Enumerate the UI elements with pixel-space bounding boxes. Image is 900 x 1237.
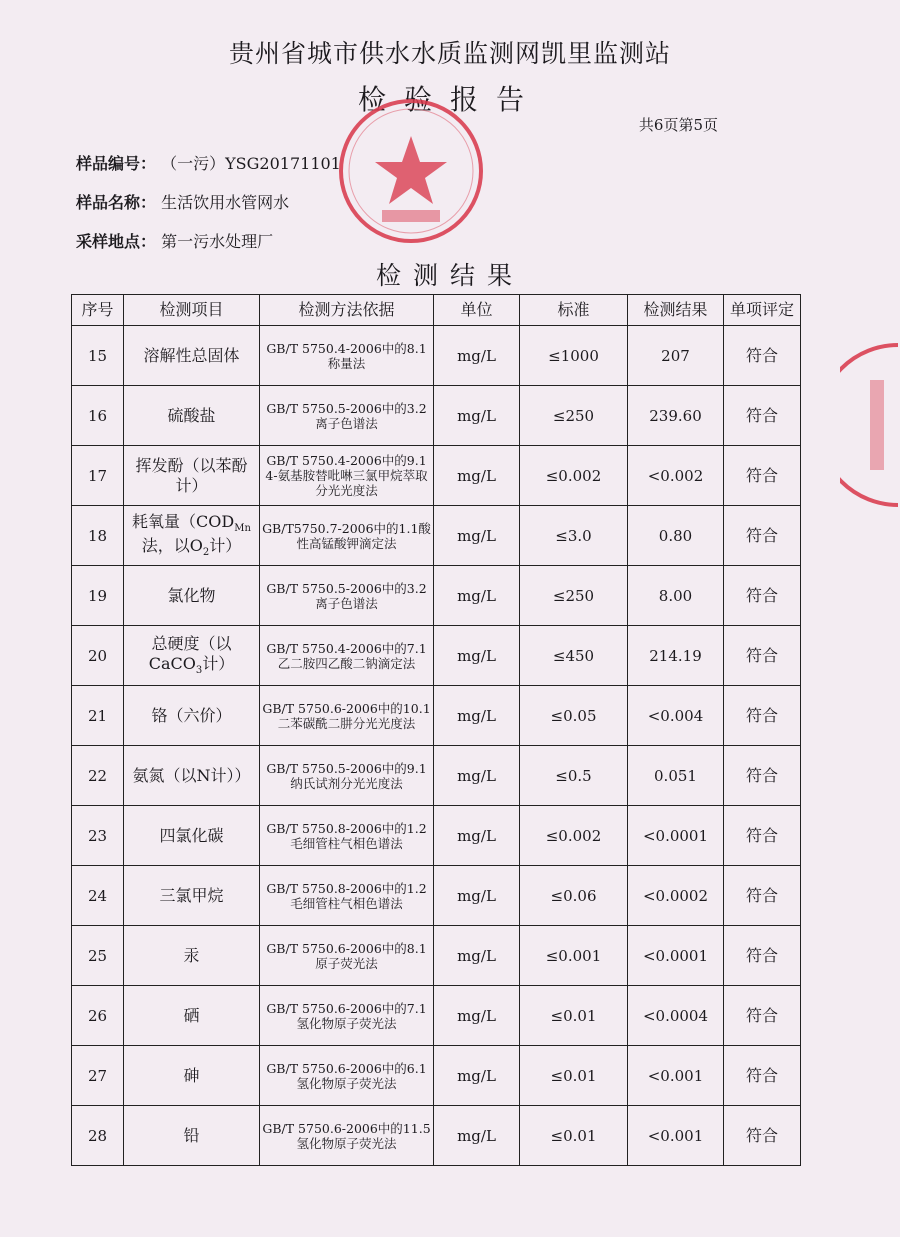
row-standard: ≤0.06: [520, 866, 628, 926]
row-item-part: 3: [195, 664, 203, 676]
row-verdict: 符合: [724, 1046, 801, 1106]
row-item-part: Mn: [234, 523, 251, 535]
row-standard: ≤1000: [520, 326, 628, 386]
row-method: GB/T 5750.6-2006中的8.1原子荧光法: [260, 926, 434, 986]
report-title: 检验报告: [357, 83, 542, 116]
table-row: [72, 446, 801, 506]
row-method: GB/T 5750.8-2006中的1.2毛细管柱气相色谱法: [260, 806, 434, 866]
row-unit: mg/L: [434, 866, 520, 926]
row-no: 24: [72, 866, 124, 926]
row-unit: mg/L: [434, 446, 520, 506]
row-item: 氯化物: [124, 566, 260, 626]
row-result: 239.60: [628, 386, 724, 446]
sample-id-line: [76, 151, 341, 174]
col-header-unit: 单位: [434, 295, 520, 326]
col-header-verdict: 单项评定: [724, 295, 801, 326]
row-unit: mg/L: [434, 926, 520, 986]
table-header-row: [72, 295, 801, 326]
row-result: <0.0001: [628, 926, 724, 986]
row-no: 16: [72, 386, 124, 446]
table-row: [72, 1106, 801, 1166]
table-row: [72, 986, 801, 1046]
table-row: [72, 686, 801, 746]
row-item: 氨氮（以N计））: [124, 746, 260, 806]
row-result: <0.0001: [628, 806, 724, 866]
row-verdict: 符合: [724, 866, 801, 926]
table-row: [72, 866, 801, 926]
row-item-part: 计）: [202, 653, 235, 673]
sample-site-value: 第一污水处理厂: [161, 232, 274, 251]
row-unit: mg/L: [434, 326, 520, 386]
row-item: 铅: [124, 1106, 260, 1166]
row-item: 汞: [124, 926, 260, 986]
row-item: 三氯甲烷: [124, 866, 260, 926]
row-standard: ≤0.002: [520, 806, 628, 866]
row-standard: ≤250: [520, 386, 628, 446]
row-item: 砷: [124, 1046, 260, 1106]
row-verdict: 符合: [724, 746, 801, 806]
row-verdict: 符合: [724, 626, 801, 686]
row-item: 硫酸盐: [124, 386, 260, 446]
row-no: 26: [72, 986, 124, 1046]
row-result: <0.004: [628, 686, 724, 746]
row-method: GB/T 5750.6-2006中的6.1氢化物原子荧光法: [260, 1046, 434, 1106]
row-no: 27: [72, 1046, 124, 1106]
row-result: <0.002: [628, 446, 724, 506]
row-no: 21: [72, 686, 124, 746]
row-item-part: 法，以O: [141, 535, 203, 555]
row-result: 0.80: [628, 506, 724, 566]
official-seal-icon: [336, 96, 486, 246]
row-item-part: 耗氧量（COD: [132, 512, 235, 532]
row-unit: mg/L: [434, 686, 520, 746]
col-header-standard: 标准: [520, 295, 628, 326]
sample-site-line: [76, 229, 273, 252]
table-row: [72, 926, 801, 986]
row-result: 8.00: [628, 566, 724, 626]
row-standard: ≤3.0: [520, 506, 628, 566]
page-info: 共6页第5页: [638, 116, 718, 134]
row-item-part: 总硬度（以CaCO: [148, 634, 232, 673]
row-method: GB/T 5750.4-2006中的7.1乙二胺四乙酸二钠滴定法: [260, 626, 434, 686]
row-verdict: 符合: [724, 806, 801, 866]
row-result: 207: [628, 326, 724, 386]
row-method: GB/T 5750.8-2006中的1.2毛细管柱气相色谱法: [260, 866, 434, 926]
row-item: 四氯化碳: [124, 806, 260, 866]
row-method: GB/T 5750.6-2006中的11.5 氢化物原子荧光法: [260, 1106, 434, 1166]
col-header-result: 检测结果: [628, 295, 724, 326]
table-row: [72, 386, 801, 446]
table-row: [72, 626, 801, 686]
row-verdict: 符合: [724, 926, 801, 986]
row-standard: ≤0.01: [520, 986, 628, 1046]
row-item: 溶解性总固体: [124, 326, 260, 386]
row-no: 17: [72, 446, 124, 506]
row-method: GB/T 5750.5-2006中的3.2离子色谱法: [260, 386, 434, 446]
row-unit: mg/L: [434, 986, 520, 1046]
row-method: GB/T 5750.4-2006中的8.1称量法: [260, 326, 434, 386]
table-row: [72, 806, 801, 866]
sample-name-line: [76, 190, 289, 213]
results-table: [71, 294, 801, 1166]
sample-name-value: 生活饮用水管网水: [161, 193, 290, 212]
table-row: [72, 566, 801, 626]
row-method: GB/T 5750.6-2006中的10.1 二苯碳酰二肼分光光度法: [260, 686, 434, 746]
sample-name-label: 样品名称：: [76, 193, 157, 212]
row-item: 挥发酚（以苯酚计）: [124, 446, 260, 506]
col-header-no: 序号: [72, 295, 124, 326]
row-no: 22: [72, 746, 124, 806]
row-no: 25: [72, 926, 124, 986]
results-title: 检测结果: [375, 261, 524, 290]
row-item: [124, 626, 260, 686]
col-header-item: 检测项目: [124, 295, 260, 326]
row-no: 19: [72, 566, 124, 626]
row-unit: mg/L: [434, 566, 520, 626]
row-verdict: 符合: [724, 506, 801, 566]
row-method: GB/T 5750.6-2006中的7.1氢化物原子荧光法: [260, 986, 434, 1046]
row-item: 硒: [124, 986, 260, 1046]
row-method: GB/T 5750.5-2006中的9.1纳氏试剂分光光度法: [260, 746, 434, 806]
row-result: <0.0004: [628, 986, 724, 1046]
organization-name: 贵州省城市供水水质监测网凯里监测站: [228, 39, 671, 68]
row-standard: ≤450: [520, 626, 628, 686]
row-item: [124, 506, 260, 566]
row-result: 0.051: [628, 746, 724, 806]
row-standard: ≤0.5: [520, 746, 628, 806]
row-standard: ≤0.001: [520, 926, 628, 986]
row-verdict: 符合: [724, 986, 801, 1046]
row-standard: ≤0.05: [520, 686, 628, 746]
row-result: <0.001: [628, 1046, 724, 1106]
row-result: <0.001: [628, 1106, 724, 1166]
row-verdict: 符合: [724, 326, 801, 386]
row-item-part: 2: [202, 546, 210, 558]
sample-id-label: 样品编号：: [76, 154, 157, 173]
row-standard: ≤0.01: [520, 1106, 628, 1166]
row-unit: mg/L: [434, 386, 520, 446]
col-header-method: 检测方法依据: [260, 295, 434, 326]
sample-site-label: 采样地点：: [76, 232, 157, 251]
row-unit: mg/L: [434, 806, 520, 866]
row-verdict: 符合: [724, 446, 801, 506]
row-verdict: 符合: [724, 686, 801, 746]
row-no: 15: [72, 326, 124, 386]
row-no: 18: [72, 506, 124, 566]
row-standard: ≤0.002: [520, 446, 628, 506]
row-standard: ≤250: [520, 566, 628, 626]
row-item: 铬（六价）: [124, 686, 260, 746]
row-verdict: 符合: [724, 1106, 801, 1166]
row-unit: mg/L: [434, 1046, 520, 1106]
row-unit: mg/L: [434, 746, 520, 806]
edge-seal-icon: [840, 340, 900, 510]
table-row: [72, 326, 801, 386]
sample-id-value: （一污）YSG20171101: [161, 154, 341, 173]
row-unit: mg/L: [434, 626, 520, 686]
table-row: [72, 746, 801, 806]
row-result: <0.0002: [628, 866, 724, 926]
row-verdict: 符合: [724, 566, 801, 626]
row-result: 214.19: [628, 626, 724, 686]
row-item-part: 计）: [209, 535, 242, 555]
row-no: 20: [72, 626, 124, 686]
row-no: 28: [72, 1106, 124, 1166]
row-unit: mg/L: [434, 1106, 520, 1166]
table-row: [72, 506, 801, 566]
table-row: [72, 1046, 801, 1106]
row-no: 23: [72, 806, 124, 866]
row-unit: mg/L: [434, 506, 520, 566]
row-method: GB/T 5750.5-2006中的3.2离子色谱法: [260, 566, 434, 626]
row-standard: ≤0.01: [520, 1046, 628, 1106]
row-method: GB/T5750.7-2006中的1.1酸性高锰酸钾滴定法: [260, 506, 434, 566]
row-method: GB/T 5750.4-2006中的9.1 4-氨基胺替吡啉三氯甲烷萃取分光光度法: [260, 446, 434, 506]
row-verdict: 符合: [724, 386, 801, 446]
